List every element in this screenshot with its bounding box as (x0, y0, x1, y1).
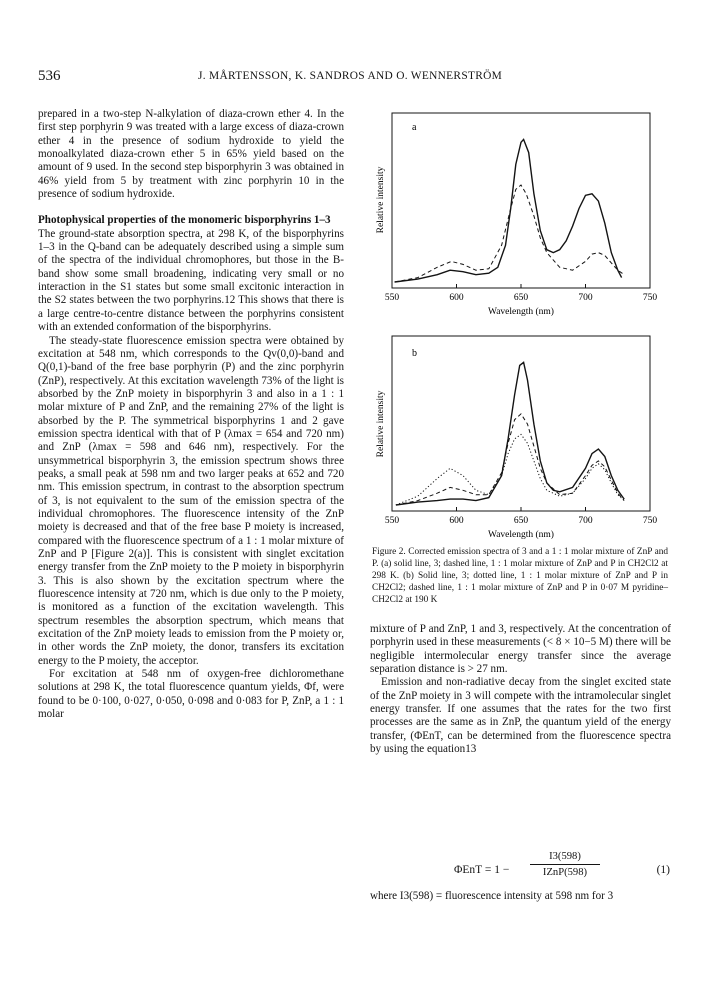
panel-a-series (395, 139, 625, 282)
x-tick-label: 700 (578, 516, 593, 526)
panel-a-ylabel: Relative intensity (376, 166, 386, 234)
paragraph: mixture of P and ZnP, 1 and 3, respectively. At the concentration of porphyrin used in these measurements (< 8 × 10−5 M) there will be negligible intermolecular energy transfer since the average separation distance is > 27 nm. (370, 623, 671, 676)
x-tick-label: 750 (642, 516, 658, 526)
panel-a-xticks (385, 284, 658, 303)
panel-a-xlabel: Wavelength (nm) (488, 307, 554, 317)
paragraph: The ground-state absorption spectra, at 298 K, of the bisporphyrins 1–3 in the Q-band can be adequately described using a simple sum of the spectra of the individual chromophores, but those in the B-band show some small broadening, indicating very small or no interaction in the S1 states but some small excitonic interaction in the S2 states between the two porphyrins.12 This shows that there is a large centre-to-centre distance between the porphyrins consistent with an extended conformation of the bisporphyrins. (38, 227, 344, 334)
panel-b-dotted-line (396, 434, 624, 505)
panel-a-dashed-line (395, 185, 625, 282)
running-head: J. MÅRTENSSON, K. SANDROS AND O. WENNERSTRÖM (198, 70, 503, 82)
emission-spectra-figure (372, 108, 672, 544)
x-tick-label: 550 (384, 293, 400, 303)
equation-1 (370, 847, 670, 887)
page-number: 536 (38, 68, 61, 84)
panel-b-xticks (385, 507, 658, 526)
panel-b-label: b (412, 348, 417, 359)
panel-a-solid-line (395, 139, 622, 282)
right-column (370, 623, 671, 756)
section-heading: Photophysical properties of the monomeric bisporphyrins 1–3 (38, 214, 331, 227)
panel-a-frame (392, 113, 650, 288)
equation-denominator: IZnP(598) (542, 867, 588, 878)
paragraph: Emission and non-radiative decay from the singlet excited state of the ZnP moiety in 3 will compete with the intramolecular singlet energy transfer. If one assumes that the rates for the two first processes are the same as in ZnP, the quantum yield of the energy transfer, (ΦEnT, can be determined from the fluorescence spectra by using the equation13 (370, 676, 671, 756)
panel-b-series (396, 362, 624, 505)
paragraph: prepared in a two-step N-alkylation of diaza-crown ether 4. In the first step porphyrin 9 was treated with a large excess of diaza-crown ether 4 in the presence of sodium hydroxide to yield the monoalkylated diaza-crown ether 5 in 65% yield based on the amount of 9 used. In the second step bisporphyrin 3 was obtained in 46% yield from 5 by treatment with zinc porphyrin 10 in the presence of sodium hydroxide. (38, 108, 344, 201)
x-tick-label: 550 (384, 516, 400, 526)
equation-lhs: ΦEnT = 1 − (454, 864, 510, 876)
page-header (38, 68, 690, 90)
x-tick-label: 700 (578, 293, 593, 303)
equation-numerator: I3(598) (549, 851, 581, 862)
figure-caption: Figure 2. Corrected emission spectra of 3 and a 1 : 1 molar mixture of ZnP and P. (a) solid line, 3; dashed line, 1 : 1 molar mixture of ZnP and P in CH2Cl2 at 298 K. (b) Solid line, 3; dotted line, 1 : 1 molar mixture of ZnP and P in CH2Cl2; dashed line, 1 : 1 molar mixture of ZnP and P in 0·07 M pyridine–CH2Cl2 at 190 K (372, 547, 668, 605)
x-tick-label: 650 (513, 293, 529, 303)
panel-b-solid-line (396, 362, 624, 505)
paragraph: where I3(598) = fluorescence intensity at 598 nm for 3 (370, 890, 614, 902)
x-tick-label: 650 (513, 516, 529, 526)
x-tick-label: 600 (449, 293, 464, 303)
paragraph: The steady-state fluorescence emission spectra were obtained by excitation at 548 nm, which corresponds to the Qv(0,0)-band and Q(0,1)-band of the free base porphyrin (P) and the zinc porphyrin (ZnP), respectively. At this excitation wavelength 73% of the light is absorbed by the ZnP moiety in bisporphyrin 3 and also in a 1 : 1 molar mixture of P and ZnP, and the remaining 27% of the light is absorbed by the P. The symmetrical bisporphyrins 1 and 2 gave emission spectra identical with that of P (λmax = 654 and 720 nm) and ZnP (λmax = 598 and 646 nm), respectively. For the unsymmetrical bisporphyrin 3, the emission spectrum shows three peaks, a small peak at 598 nm and two larger peaks at 652 and 720 nm. This emission spectrum, in contrast to the absorption spectrum of 3, is not equivalent to the sum of the emission spectra of the individual chromophores. The fluorescence intensity of the ZnP moiety is decreased and that of the free base P moiety is increased, compared with the fluorescence spectrum of a 1 : 1 molar mixture of ZnP and P [Figure 2(a)]. This is consistent with singlet excitation energy transfer from the ZnP moiety to the P moiety in bisporphyrin 3. This is also shown by the excitation spectrum where the fluorescence intensity at 720 nm, which is due only to the P moiety, is monitored as a function of the excitation wavelength. This spectrum resembles the absorption spectrum, which means that excitation of the ZnP moiety leads to emission from the P moiety or, in other words the ZnP moiety, the donor, transfers its excitation energy to the P moiety, the acceptor. (38, 334, 344, 667)
panel-a-label: a (412, 122, 417, 133)
paragraph: For excitation at 548 nm of oxygen-free dichloromethane solutions at 298 K, the total fluorescence quantum yields, Φf, were found to be 0·100, 0·027, 0·050, 0·098 and 0·083 for P, ZnP, a 1 : 1 molar (38, 668, 344, 721)
panel-b-ylabel: Relative intensity (376, 390, 386, 458)
x-tick-label: 750 (642, 293, 658, 303)
equation-fraction (530, 851, 600, 878)
equation-number: (1) (656, 864, 670, 876)
left-column (38, 108, 344, 721)
figure-2 (372, 108, 672, 549)
panel-b-xlabel: Wavelength (nm) (488, 530, 554, 540)
x-tick-label: 600 (449, 516, 464, 526)
fraction-bar (530, 864, 600, 865)
